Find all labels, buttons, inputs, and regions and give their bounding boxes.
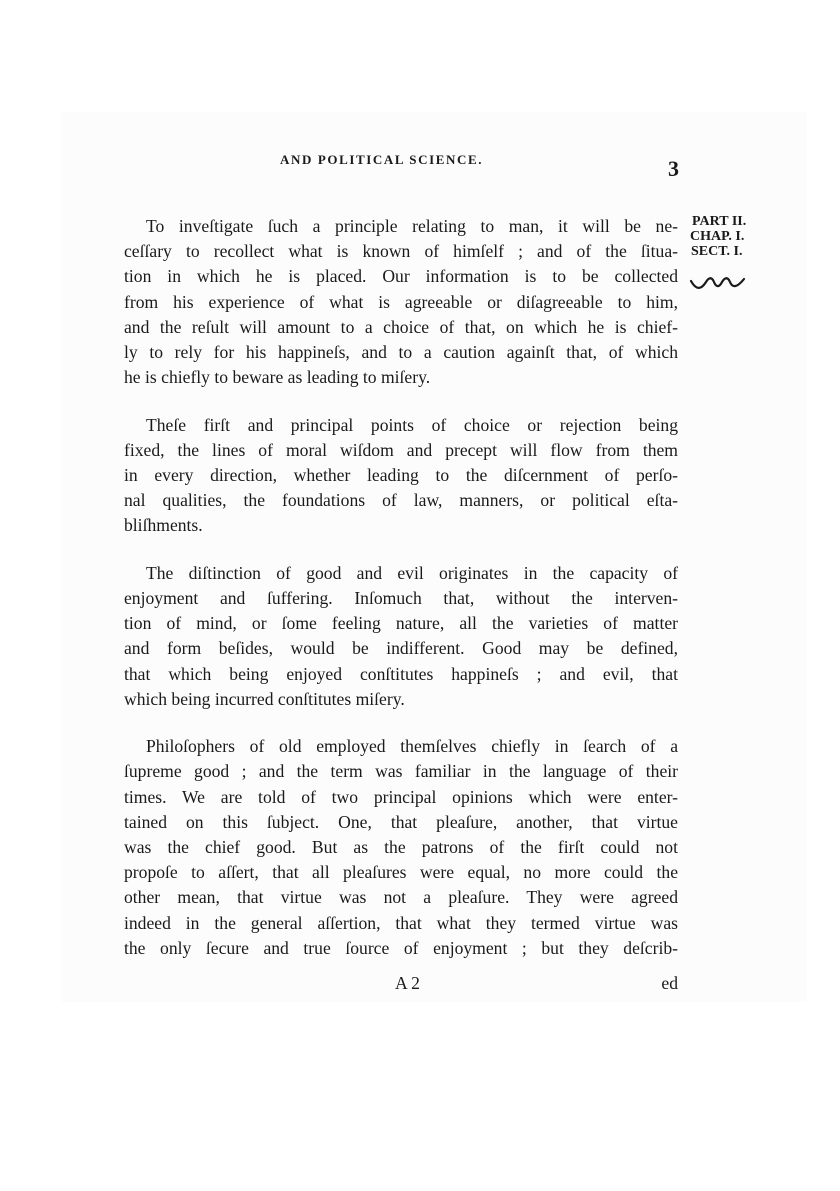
- text-line: enjoyment and ſuffering. Inſomuch that, without the interven-: [124, 588, 678, 609]
- text-line: Philoſophers of old employed themſelves chiefly in ſearch of a: [146, 736, 678, 757]
- text-line: ceſſary to recollect what is known of himſelf ; and of the ſitua-: [124, 241, 678, 262]
- text-line: ly to rely for his happineſs, and to a caution againſt that, of which: [124, 342, 678, 363]
- margin-note-chapter: CHAP. I.: [690, 229, 745, 244]
- text-line: and form beſides, would be indifferent. Good may be defined,: [124, 638, 678, 659]
- text-line: To inveſtigate ſuch a principle relating to man, it will be ne-: [146, 216, 678, 236]
- text-line: tion in which he is placed. Our information is to be collected: [124, 266, 678, 287]
- paragraph-1: [124, 214, 678, 390]
- text-line: he is chiefly to beware as leading to miſery.: [124, 367, 431, 388]
- text-line: The diſtinction of good and evil originates in the capacity of: [146, 562, 678, 583]
- text-line: tained on this ſubject. One, that pleaſure, another, that virtue: [124, 811, 678, 832]
- text-line: times. We are told of two principal opinions which were enter-: [124, 786, 678, 807]
- text-line: indeed in the general aſſertion, that what they termed virtue was: [124, 912, 678, 933]
- text-line: tion of mind, or ſome feeling nature, all the varieties of matter: [124, 613, 678, 634]
- text-line: the only ſecure and true ſource of enjoyment ; but they deſcrib-: [124, 937, 678, 958]
- text-line: in every direction, whether leading to the diſcernment of perſo-: [124, 465, 678, 486]
- text-line: and the reſult will amount to a choice of that, on which he is chief-: [124, 316, 678, 337]
- text-line: that which being enjoyed conſtitutes happineſs ; and evil, that: [124, 663, 678, 684]
- margin-note-part: PART II.: [692, 214, 747, 229]
- running-head: AND POLITICAL SCIENCE.: [280, 152, 484, 167]
- text-line: ſupreme good ; and the term was familiar in the language of their: [124, 761, 678, 782]
- paragraph-4: [124, 734, 678, 961]
- body-text: [124, 214, 678, 961]
- page-number: 3: [668, 156, 679, 181]
- text-line: bliſhments.: [124, 515, 203, 536]
- margin-note: [690, 214, 746, 259]
- signature-mark: A 2: [395, 973, 420, 993]
- text-line: propoſe to aſſert, that all pleaſures were equal, no more could the: [124, 862, 678, 883]
- text-line: which being incurred conſtitutes miſery.: [124, 688, 405, 709]
- text-line: was the chief good. But as the patrons of the firſt could not: [124, 837, 678, 858]
- text-line: fixed, the lines of moral wiſdom and precept will flow from them: [124, 439, 678, 460]
- catchword: ed: [661, 973, 678, 993]
- text-line: other mean, that virtue was not a pleaſure. They were agreed: [124, 887, 678, 908]
- paragraph-2: [124, 413, 678, 539]
- paragraph-3: [124, 561, 678, 712]
- margin-note-section: SECT. I.: [691, 244, 743, 259]
- text-line: Theſe firſt and principal points of choice or rejection being: [146, 414, 678, 435]
- text-line: nal qualities, the foundations of law, manners, or political eſta-: [124, 490, 678, 511]
- ornament-swash-icon: [689, 276, 747, 290]
- text-line: from his experience of what is agreeable or diſagreeable to him,: [124, 291, 678, 312]
